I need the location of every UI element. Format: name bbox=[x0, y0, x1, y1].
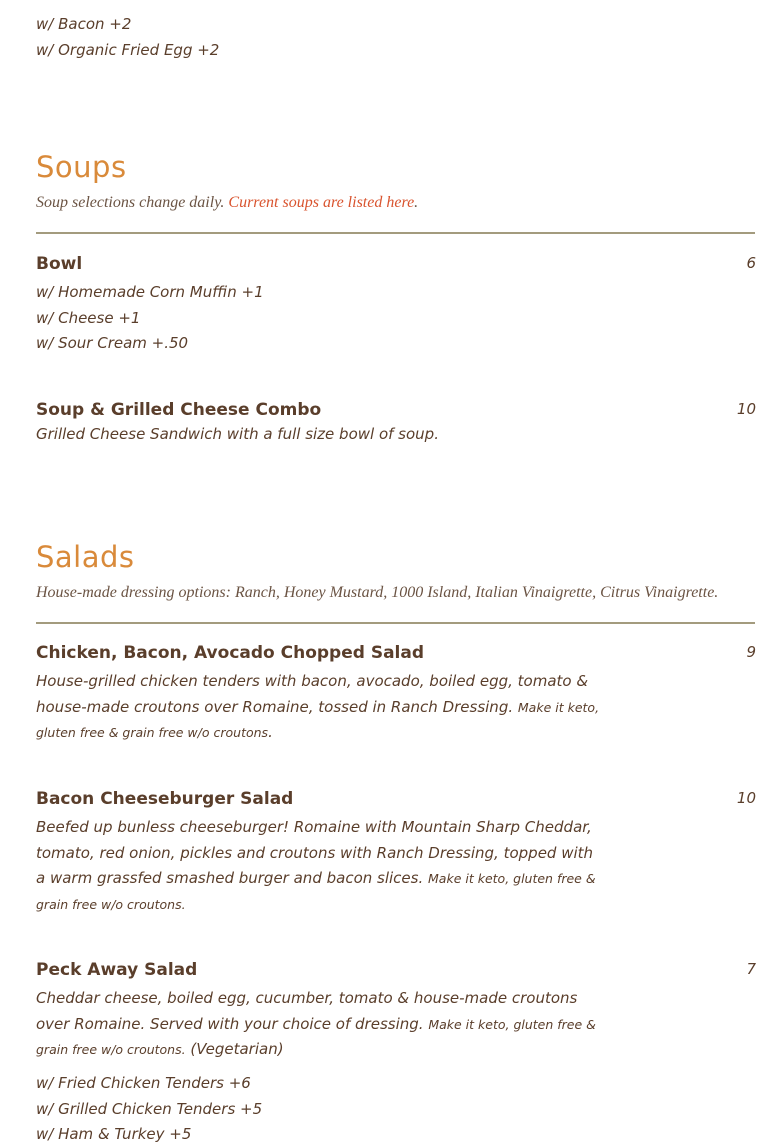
section-title: Soups bbox=[36, 150, 127, 184]
section-divider bbox=[36, 622, 755, 624]
item-description bbox=[36, 815, 606, 918]
dietary-note: Make it keto, gluten free & grain free w/o croutons. bbox=[36, 1016, 596, 1058]
intro-text: Soup selections change daily. bbox=[36, 194, 225, 211]
item-name: Bowl bbox=[36, 254, 83, 274]
menu-item-chopped-salad bbox=[36, 643, 756, 746]
addon-line: w/ Sour Cream +.50 bbox=[36, 334, 189, 352]
addon-line: w/ Grilled Chicken Tenders +5 bbox=[36, 1099, 263, 1118]
menu-item-cheeseburger-salad bbox=[36, 789, 756, 918]
addon-line: w/ Bacon +2 bbox=[36, 15, 132, 33]
item-price: 6 bbox=[746, 254, 756, 272]
item-price: 10 bbox=[736, 400, 756, 418]
item-price: 10 bbox=[736, 789, 756, 807]
item-description bbox=[36, 669, 606, 746]
description-tail: . bbox=[268, 723, 273, 742]
dietary-note: Make it keto, gluten free & grain free w/o croutons bbox=[36, 699, 600, 741]
description-tail: (Vegetarian) bbox=[190, 1040, 284, 1059]
dietary-note: Make it keto, gluten free & grain free w/o croutons. bbox=[36, 871, 596, 913]
addon-line: w/ Homemade Corn Muffin +1 bbox=[36, 283, 264, 301]
menu-item-bowl bbox=[36, 254, 756, 357]
section-intro: House-made dressing options: Ranch, Honey Mustard, 1000 Island, Italian Vinaigrette, Citrus Vinaigrette. bbox=[36, 584, 719, 601]
salads-section-header bbox=[36, 540, 756, 624]
item-name: Soup & Grilled Cheese Combo bbox=[36, 400, 322, 420]
menu-item-peck-away-salad bbox=[36, 960, 756, 1148]
menu-item-soup-combo bbox=[36, 400, 756, 448]
addon-line: w/ Fried Chicken Tenders +6 bbox=[36, 1074, 251, 1093]
description-text: House-grilled chicken tenders with bacon, avocado, boiled egg, tomato & house-made croutons over Romaine, tossed in Ranch Dressing. bbox=[36, 672, 589, 716]
section-title: Salads bbox=[36, 540, 135, 574]
item-price: 9 bbox=[746, 643, 756, 661]
item-name: Bacon Cheeseburger Salad bbox=[36, 789, 294, 809]
addon-line: w/ Cheese +1 bbox=[36, 308, 141, 327]
item-name: Peck Away Salad bbox=[36, 960, 198, 980]
current-soups-link[interactable]: Current soups are listed here bbox=[228, 194, 415, 211]
addon-line: w/ Organic Fried Egg +2 bbox=[36, 40, 220, 59]
item-description bbox=[36, 986, 606, 1063]
section-intro bbox=[36, 194, 756, 212]
section-divider bbox=[36, 232, 755, 234]
description-text: Beefed up bunless cheeseburger! Romaine with Mountain Sharp Cheddar, tomato, red onion, pickles and croutons with Ranch Dressing, topped with a warm grassfed smashed burger and bacon slices. bbox=[36, 818, 594, 888]
previous-item-addons bbox=[36, 12, 219, 63]
intro-end: . bbox=[414, 194, 419, 211]
soups-section-header bbox=[36, 150, 756, 234]
item-addons bbox=[36, 280, 756, 357]
item-price: 7 bbox=[746, 960, 756, 978]
addon-line: w/ Ham & Turkey +5 bbox=[36, 1125, 192, 1144]
item-description: Grilled Cheese Sandwich with a full size bowl of soup. bbox=[36, 425, 439, 443]
description-text: Cheddar cheese, boiled egg, cucumber, tomato & house-made croutons over Romaine. Served with your choice of dressing. bbox=[36, 989, 578, 1033]
item-name: Chicken, Bacon, Avocado Chopped Salad bbox=[36, 643, 425, 663]
item-addons bbox=[36, 1071, 756, 1148]
